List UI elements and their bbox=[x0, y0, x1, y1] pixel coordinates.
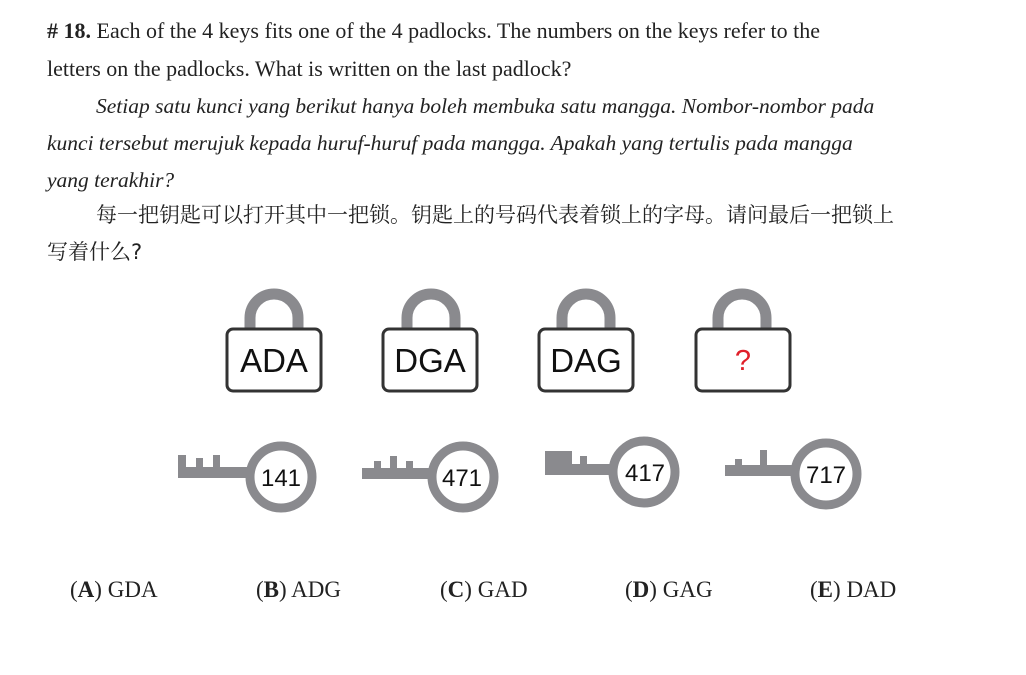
option-text: ADG bbox=[291, 577, 341, 602]
question-number: # 18. bbox=[47, 18, 91, 43]
english-text-1: Each of the 4 keys fits one of the 4 padlocks. The numbers on the keys refer to the bbox=[96, 18, 821, 43]
option-letter: B bbox=[263, 577, 280, 602]
option-a[interactable]: (A) GDA bbox=[70, 577, 158, 602]
padlock-shackle-icon bbox=[718, 294, 766, 330]
option-letter: D bbox=[632, 577, 650, 602]
key-number: 141 bbox=[260, 465, 302, 492]
option-b[interactable]: (B) ADG bbox=[256, 577, 341, 602]
key-1 bbox=[178, 446, 312, 508]
padlock-text: DGA bbox=[394, 342, 466, 379]
key-2 bbox=[362, 446, 494, 508]
question-chinese-line-1: 每一把钥匙可以打开其中一把锁。钥匙上的号码代表着锁上的字母。请问最后一把锁上 bbox=[96, 203, 894, 227]
padlock-2 bbox=[383, 294, 477, 391]
option-d[interactable]: (D) GAG bbox=[625, 577, 713, 602]
option-text: GAD bbox=[477, 577, 528, 602]
question-malay-line-3: yang terakhir? bbox=[47, 168, 175, 192]
option-e[interactable]: (E) DAD bbox=[810, 577, 897, 602]
question-chinese-line-2: 写着什么? bbox=[47, 240, 143, 264]
key-tooth bbox=[213, 455, 220, 467]
key-tooth bbox=[406, 461, 413, 468]
padlock-text: DAG bbox=[550, 342, 622, 379]
key-tooth bbox=[390, 456, 397, 468]
padlock-4 bbox=[696, 294, 790, 391]
padlock-shackle-icon bbox=[562, 294, 610, 330]
key-tooth bbox=[580, 456, 587, 464]
option-c[interactable]: (C) GAD bbox=[440, 577, 528, 602]
key-tooth bbox=[545, 451, 572, 464]
padlock-shackle-icon bbox=[250, 294, 298, 330]
key-tooth bbox=[178, 455, 186, 467]
padlock-shackle-icon bbox=[407, 294, 455, 330]
question-english-line-2: letters on the padlocks. What is written on the last padlock? bbox=[47, 56, 572, 81]
padlock-3 bbox=[539, 294, 633, 391]
key-number: 471 bbox=[441, 465, 483, 492]
padlock-text: ADA bbox=[240, 342, 308, 379]
padlock-question-mark: ? bbox=[734, 345, 752, 377]
padlock-1 bbox=[227, 294, 321, 391]
option-letter: E bbox=[817, 577, 834, 602]
key-tooth bbox=[760, 450, 767, 465]
option-text: GAG bbox=[662, 577, 713, 602]
option-letter: A bbox=[77, 577, 95, 602]
key-tooth bbox=[735, 459, 742, 465]
question-malay-line-2: kunci tersebut merujuk kepada huruf-huruf pada mangga. Apakah yang tertulis pada mangga bbox=[47, 131, 853, 155]
key-tooth bbox=[374, 461, 381, 468]
option-text: GDA bbox=[107, 577, 158, 602]
option-letter: C bbox=[447, 577, 465, 602]
key-4 bbox=[725, 443, 857, 505]
key-3 bbox=[545, 441, 675, 503]
key-number: 417 bbox=[624, 460, 666, 487]
key-tooth bbox=[196, 458, 203, 467]
key-number: 717 bbox=[805, 462, 847, 489]
option-text: DAD bbox=[846, 577, 897, 602]
question-malay-line-1: Setiap satu kunci yang berikut hanya boleh membuka satu mangga. Nombor-nombor pada bbox=[96, 94, 875, 118]
